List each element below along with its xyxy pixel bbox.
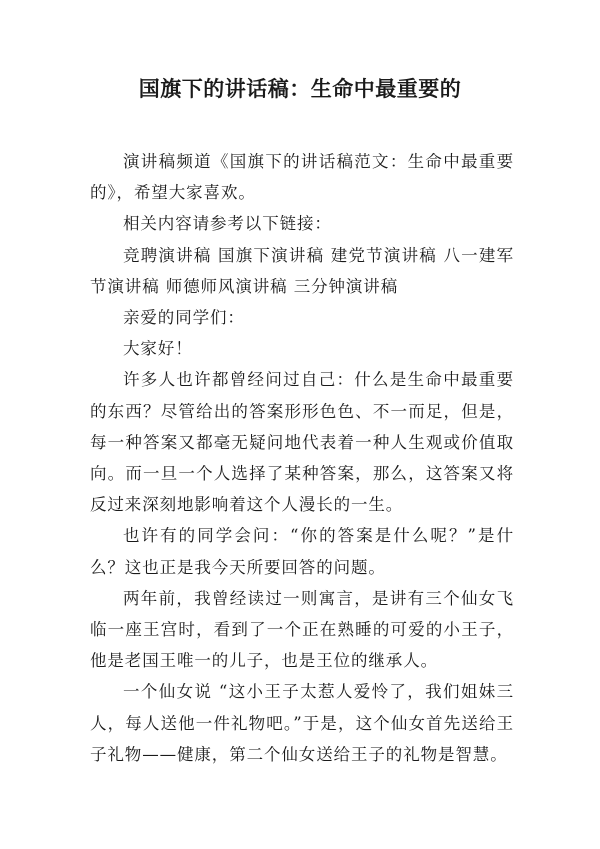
paragraph-greeting: 大家好！ xyxy=(123,339,193,359)
document-body xyxy=(90,146,514,770)
paragraph-body: 一个仙女说 “这小王子太惹人爱怜了，我们姐妹三人，每人送他一件礼物吧。”于是，这个仙女首先送给王子礼物——健康，第二个仙女送给王子的礼物是智慧。 xyxy=(90,682,514,764)
paragraph-related-links: 竞聘演讲稿 国旗下演讲稿 建党节演讲稿 八一建军节演讲稿 师德师风演讲稿 三分钟演讲稿 xyxy=(90,245,514,296)
paragraph-body: 也许有的同学会问：“你的答案是什么呢？”是什么？这也正是我今天所要回答的问题。 xyxy=(90,526,514,577)
document-title: 国旗下的讲话稿：生命中最重要的 xyxy=(138,77,462,101)
paragraph-related-links-label: 相关内容请参考以下链接： xyxy=(123,214,332,234)
paragraph-salutation: 亲爱的同学们： xyxy=(123,308,245,328)
paragraph-intro: 演讲稿频道《国旗下的讲话稿范文：生命中最重要的》，希望大家喜欢。 xyxy=(90,152,514,203)
paragraph-body: 许多人也许都曾经问过自己：什么是生命中最重要的东西？尽管给出的答案形形色色、不一而足，但是，每一种答案又都毫无疑问地代表着一种人生观或价值取向。而一旦一个人选择了某种答案，那么，这答案又将反过来深刻地影响着这个人漫长的一生。 xyxy=(90,370,514,515)
paragraph-body: 两年前，我曾经读过一则寓言，是讲有三个仙女飞临一座王宫时，看到了一个正在熟睡的可爱的小王子，他是老国王唯一的儿子，也是王位的继承人。 xyxy=(90,588,514,671)
